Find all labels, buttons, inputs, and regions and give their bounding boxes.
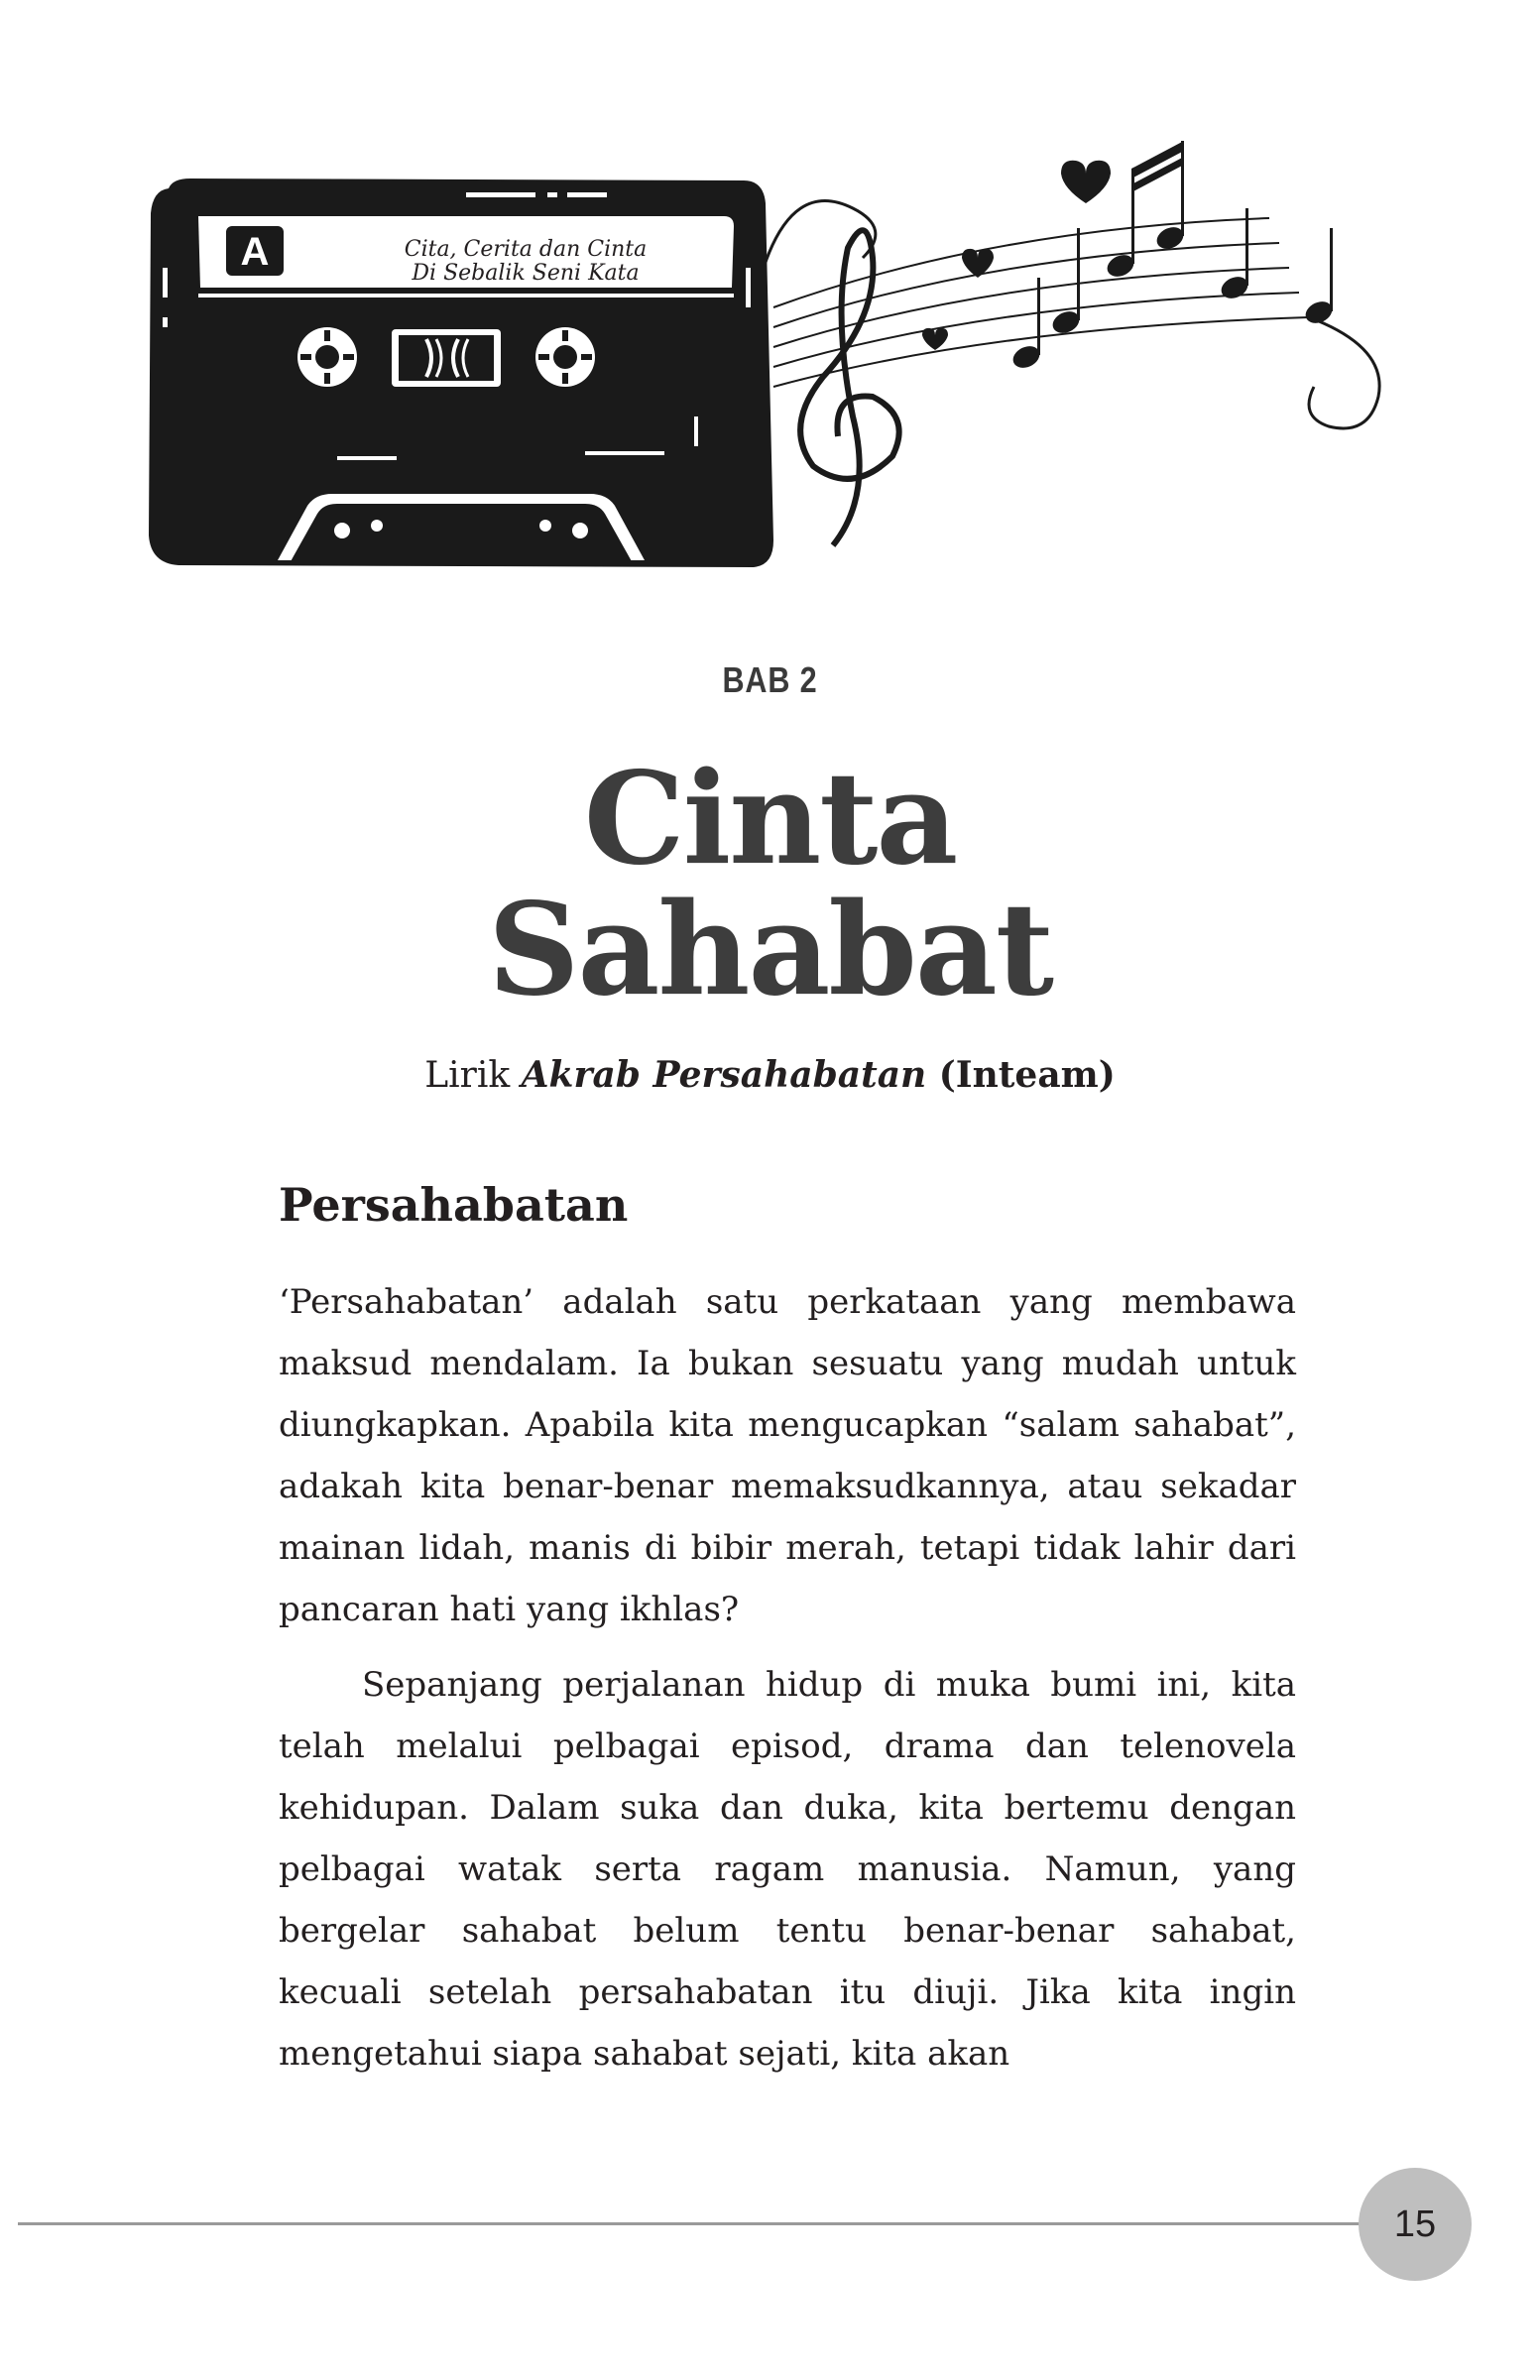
cassette-label-line2: Di Sebalik Seni Kata (412, 261, 640, 286)
chapter-subtitle (0, 1054, 1540, 1096)
section-heading: Persahabatan (279, 1178, 629, 1232)
cassette-music-illustration (139, 119, 1408, 585)
footer-divider (18, 2222, 1371, 2225)
cassette-label-line1: Cita, Cerita dan Cinta (404, 237, 648, 262)
page-number: 15 (1393, 2202, 1437, 2245)
body-text (279, 1271, 1296, 2084)
page-number-badge (1359, 2168, 1472, 2281)
chapter-title-line2: Sahabat (488, 876, 1052, 1024)
music-notes-icon (764, 201, 1379, 546)
chapter-title-line1: Cinta (583, 745, 957, 893)
paragraph-1: ‘Persahabatan’ adalah satu perkataan yang membawa maksud mendalam. Ia bukan sesuatu yang mudah untuk diungkapkan. Apabila kita mengucapkan “salam sahabat”, adakah kita benar-benar memaksudkannya, atau sekadar mainan lidah, manis di bibir merah, tetapi tidak lahir dari pancaran hati yang ikhlas? (279, 1282, 1296, 1629)
subtitle-prefix: Lirik (424, 1055, 522, 1096)
cassette-tape-icon (149, 178, 773, 567)
chapter-label: BAB 2 (722, 659, 818, 700)
chapter-title (0, 745, 1540, 1024)
music-notes-glyphs (922, 141, 1336, 372)
subtitle-song-title: Akrab Persahabatan (521, 1054, 927, 1096)
paragraph-2: Sepanjang perjalanan hidup di muka bumi ini, kita telah melalui pelbagai episod, drama dan telenovela kehidupan. Dalam suka dan duka, kita bertemu dengan pelbagai watak serta ragam manusia. Namun, yang bergelar sahabat belum tentu benar-benar sahabat, kecuali setelah persahabatan itu diuji. Jika kita ingin mengetahui siapa sahabat sejati, kita akan (279, 1665, 1296, 2074)
subtitle-artist: (Inteam) (926, 1054, 1116, 1096)
cassette-side-letter: A (240, 230, 270, 274)
